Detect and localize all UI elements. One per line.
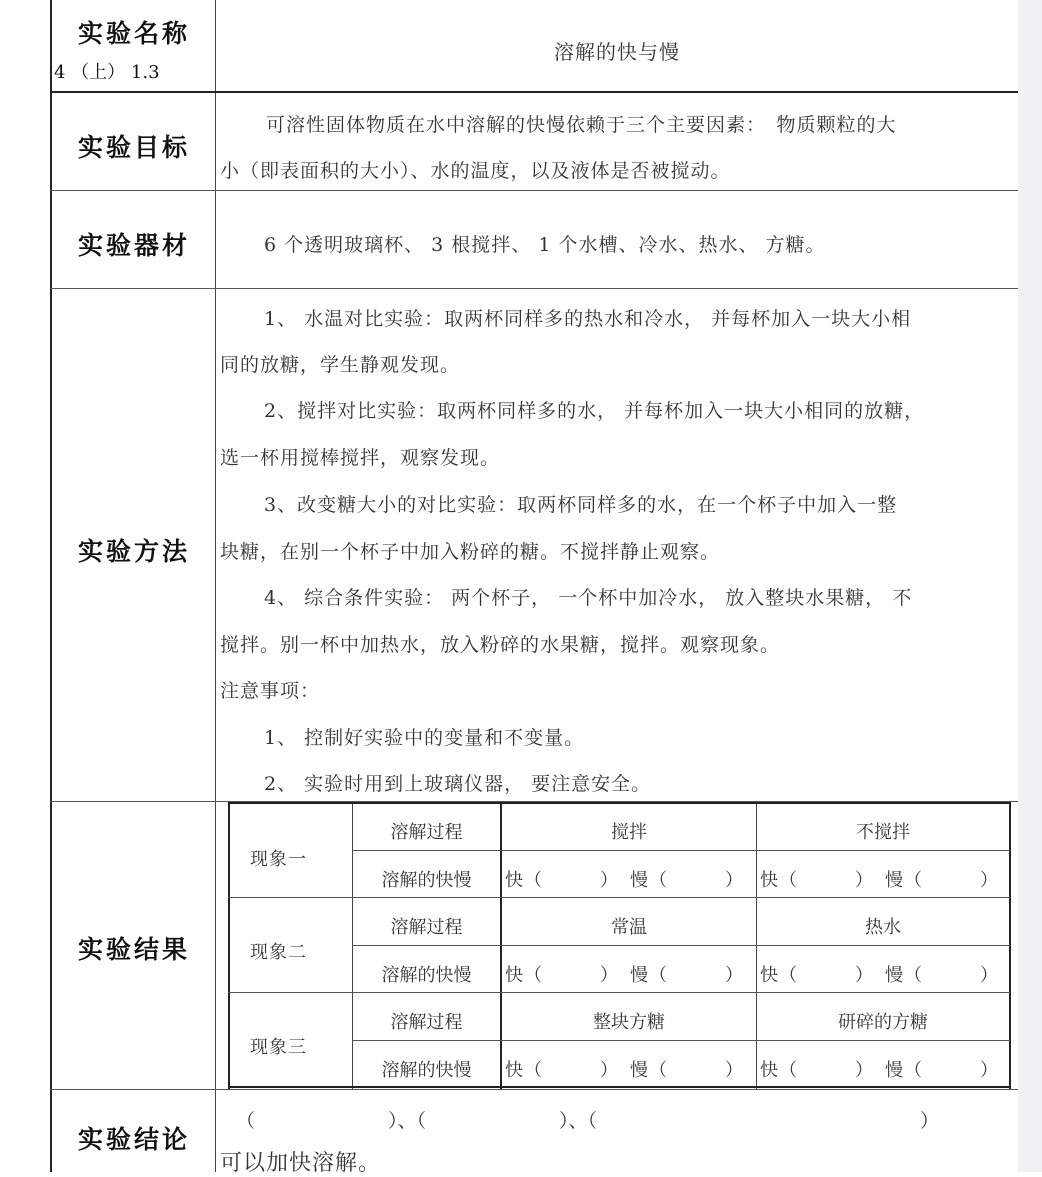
process-label: 溶解过程 (390, 1012, 463, 1033)
conclusion-tail: 可以加快溶解。 (220, 1151, 382, 1176)
slow-blank-a[interactable]: 慢（ ） (630, 1060, 744, 1081)
fast-blank-b[interactable]: 快（ ） (760, 870, 874, 891)
method-line: 1、 水温对比实验：取两杯同样多的热水和冷水， 并每杯加入一块大小相 (264, 308, 912, 330)
label-materials: 实验器材 (77, 231, 190, 260)
method-line: 2、 实验时用到上玻璃仪器， 要注意安全。 (264, 773, 652, 795)
goal-line-2: 小（即表面积的大小）、水的温度，以及液体是否被搅动。 (220, 160, 731, 182)
condition-b: 热水 (865, 917, 901, 938)
process-label: 溶解过程 (390, 917, 463, 938)
page-margin-shade (1018, 0, 1042, 1172)
results-subrow (352, 1040, 1010, 1041)
results-table-left-border (228, 802, 230, 1089)
label-experiment-name: 实验名称 (77, 19, 190, 48)
materials-text: 6 个透明玻璃杯、 3 根搅拌、 1 个水槽、冷水、热水、 方糖。 (264, 234, 826, 256)
method-line: 2、搅拌对比实验：取两杯同样多的水， 并每杯加入一块大小相同的放糖， (264, 400, 925, 422)
results-subrow (352, 850, 1010, 851)
results-subrow (352, 945, 1010, 946)
row-divider-1 (50, 91, 1018, 93)
row-divider-3 (50, 288, 1018, 289)
grade-unit: 4 （上） 1.3 (54, 62, 160, 83)
speed-label: 溶解的快慢 (381, 1060, 472, 1081)
method-line: 块糖，在别一个杯子中加入粉碎的糖。不搅拌静止观察。 (220, 541, 721, 563)
method-line: 搅拌。别一杯中加热水，放入粉碎的水果糖，搅拌。观察现象。 (220, 634, 781, 656)
slow-blank-a[interactable]: 慢（ ） (630, 965, 744, 986)
label-method: 实验方法 (77, 537, 190, 566)
process-label: 溶解过程 (390, 822, 463, 843)
phenomenon-name: 现象一 (250, 849, 307, 870)
fast-blank-b[interactable]: 快（ ） (760, 965, 874, 986)
label-column-divider (215, 0, 216, 1172)
method-line: 1、 控制好实验中的变量和不变量。 (264, 727, 585, 749)
condition-a: 整块方糖 (593, 1012, 665, 1033)
condition-b: 不搅拌 (856, 822, 910, 843)
fast-blank-a[interactable]: 快（ ） (505, 965, 619, 986)
fast-blank-a[interactable]: 快（ ） (505, 1060, 619, 1081)
row-divider-5 (50, 1089, 1018, 1090)
label-conclusion: 实验结论 (77, 1125, 190, 1154)
fast-blank-b[interactable]: 快（ ） (760, 1060, 874, 1081)
results-group-divider (228, 897, 1010, 898)
method-line: 3、改变糖大小的对比实验：取两杯同样多的水，在一个杯子中加入一整 (264, 494, 898, 516)
slow-blank-a[interactable]: 慢（ ） (630, 870, 744, 891)
method-line: 同的放糖，学生静观发现。 (220, 354, 461, 376)
conclusion-blanks[interactable]: （ ）、（ ）、（ ） (236, 1110, 940, 1132)
speed-label: 溶解的快慢 (381, 965, 472, 986)
table-left-border (50, 0, 52, 1172)
label-goal: 实验目标 (77, 133, 190, 162)
fast-blank-a[interactable]: 快（ ） (505, 870, 619, 891)
phenomenon-name: 现象三 (250, 1037, 307, 1058)
results-table-top (228, 802, 1011, 804)
slow-blank-b[interactable]: 慢（ ） (885, 870, 999, 891)
row-divider-2 (50, 190, 1018, 191)
slow-blank-b[interactable]: 慢（ ） (885, 1060, 999, 1081)
method-line: 选一杯用搅棒搅拌，观察发现。 (220, 447, 501, 469)
speed-label: 溶解的快慢 (381, 870, 472, 891)
results-group-divider (228, 992, 1010, 993)
phenomenon-name: 现象二 (250, 942, 307, 963)
condition-a: 搅拌 (611, 822, 647, 843)
results-table-bottom (228, 1086, 1011, 1088)
method-line: 注意事项： (220, 680, 321, 702)
goal-line-1: 可溶性固体物质在水中溶解的快慢依赖于三个主要因素： 物质颗粒的大 (266, 114, 897, 136)
label-results: 实验结果 (77, 935, 190, 964)
slow-blank-b[interactable]: 慢（ ） (885, 965, 999, 986)
condition-a: 常温 (611, 917, 647, 938)
condition-b: 研碎的方糖 (838, 1012, 928, 1033)
method-line: 4、 综合条件实验： 两个杯子， 一个杯中加冷水， 放入整块水果糖， 不 (264, 587, 913, 609)
experiment-title: 溶解的快与慢 (554, 40, 680, 64)
